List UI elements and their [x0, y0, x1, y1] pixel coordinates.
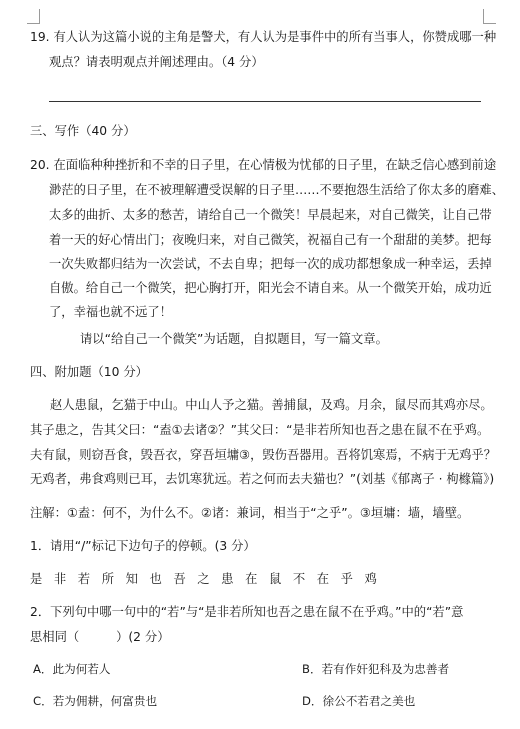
- corner-mark-top-right: [483, 9, 496, 24]
- q19-line1: 19. 有人认为这篇小说的主角是警犬，有人认为是事件中的所有当事人，你赞成哪一种: [30, 30, 497, 44]
- q20-line: 渺茫的日子里，在不被理解遭受误解的日子里……不要抱怨生活给了你太多的磨难、: [49, 183, 504, 197]
- option-d: D．徐公不若君之美也: [302, 694, 416, 708]
- answer-line: [49, 101, 481, 102]
- sub1-sentence: 是非若所知也吾之患在鼠不在乎鸡: [30, 572, 389, 586]
- sub1-question: 1．请用“/”标记下边句子的停顿。(3 分）: [30, 539, 256, 553]
- passage-line: 夫有鼠，则窃吾食，毁吾衣，穿吾垣墉③，毁伤吾器用。吾将饥寒焉，不病于无鸡乎？: [30, 448, 497, 462]
- q20-prompt: 请以“给自己一个微笑”为话题，自拟题目，写一篇文章。: [80, 332, 388, 346]
- q19-line2: 观点？请表明观点并阐述理由。（4 分）: [49, 55, 264, 69]
- q20-line: 着一天的好心情出门；夜晚归来，对自己微笑，祝福自己有一个甜甜的美梦。把每: [49, 233, 492, 247]
- q20-line: 自傲。给自己一个微笑，把心胸打开，阳光会不请自来。从一个微笑开始，成功近: [49, 281, 492, 295]
- sub2-line2: 思相同（ ）(2 分）: [30, 630, 170, 644]
- option-b: B．若有作奸犯科及为忠善者: [302, 662, 450, 676]
- section3-title: 三、写作（40 分）: [30, 124, 136, 138]
- passage-line: 无鸡者，弗食鸡则已耳，去饥寒犹远。若之何而去夫猫也？”(刘基《郁离子 · 枸橼篇》): [30, 472, 495, 486]
- option-a: A．此为何若人: [33, 662, 111, 676]
- q20-line: 20. 在面临种种挫折和不幸的日子里，在心情极为忧郁的日子里，在缺乏信心感到前途: [30, 158, 497, 172]
- q20-line: 太多的曲折、太多的愁苦，请给自己一个微笑！早晨起来，对自己微笑，让自己带: [49, 208, 492, 222]
- notes: 注解：①盍：何不，为什么不。②诸：兼词，相当于“之乎”。③垣墉：墙，墙壁。: [30, 506, 470, 520]
- section4-title: 四、附加题（10 分）: [30, 365, 148, 379]
- option-c: C．若为佣耕，何富贵也: [33, 694, 158, 708]
- q20-line: 一次失败都归结为一次尝试，不去自卑；把每一次的成功都想象成一种幸运，丢掉: [49, 257, 492, 271]
- sub2-line1: 2．下列句中哪一句中的“若”与“是非若所知也吾之患在鼠不在乎鸡。”中的“若”意: [30, 605, 464, 619]
- corner-mark-top-left: [27, 9, 40, 24]
- passage-line: 其子患之，告其父曰：“盍①去诸②？”其父曰：“是非若所知也吾之患在鼠不在乎鸡。: [30, 423, 490, 437]
- passage-line: 赵人患鼠，乞猫于中山。中山人予之猫。善捕鼠，及鸡。月余，鼠尽而其鸡亦尽。: [50, 398, 493, 412]
- q20-line: 了，幸福也就不远了！: [49, 305, 172, 319]
